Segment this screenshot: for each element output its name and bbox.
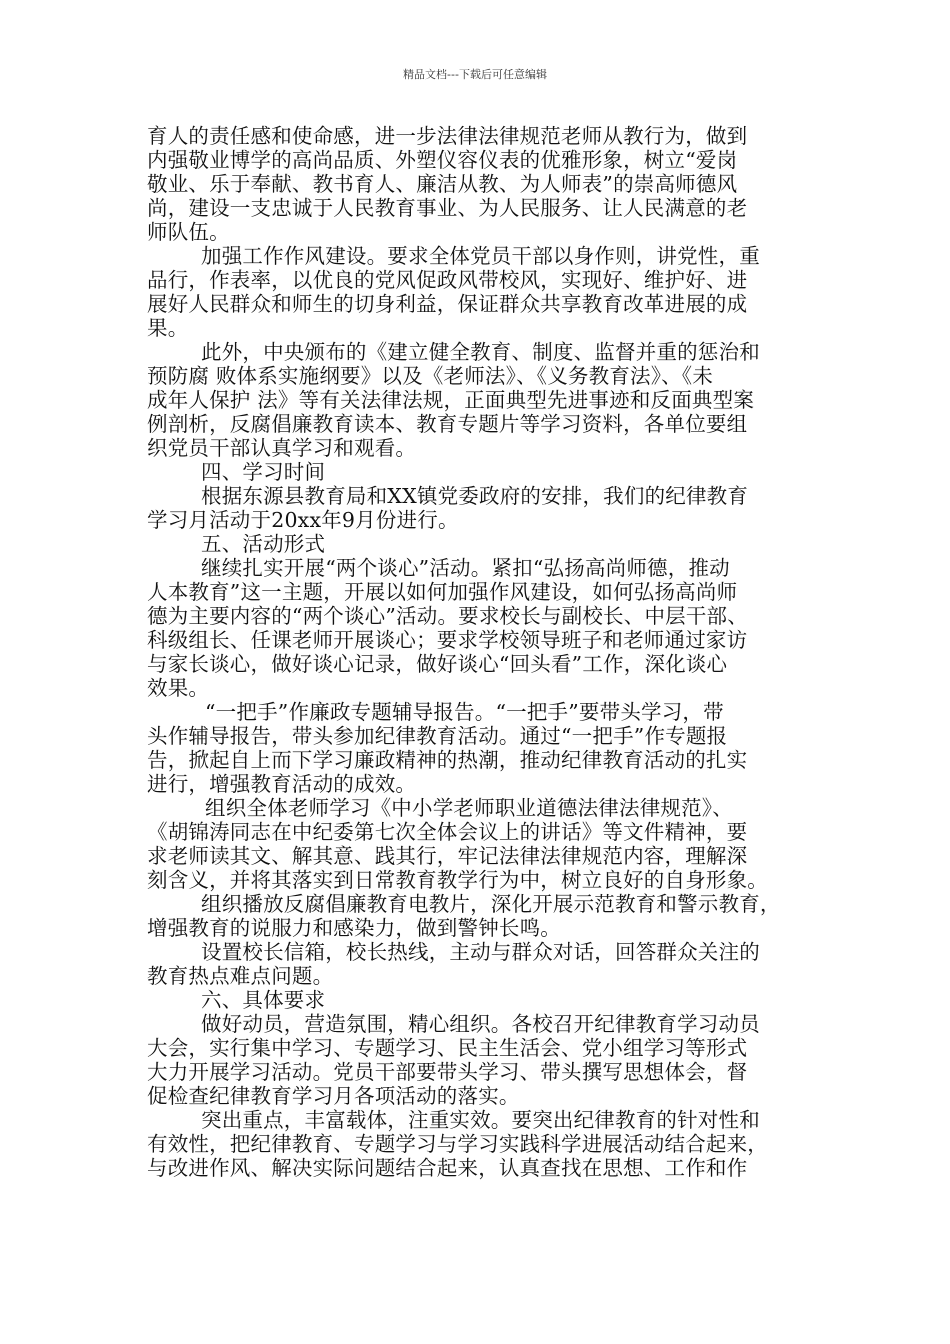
- text-line: 告，掀起自上而下学习廉政精神的热潮，推动纪律教育活动的扎实: [147, 748, 748, 772]
- document-body: [147, 124, 819, 1180]
- text-line: 做好动员，营造氛围，精心组织。各校召开纪律教育学习动员: [201, 1012, 760, 1036]
- text-line: 与改进作风、解决实际问题结合起来，认真查找在思想、工作和作: [147, 1156, 748, 1180]
- text-line: 尚，建设一支忠诚于人民教育事业、为人民服务、让人民满意的老: [147, 196, 748, 220]
- text-line: “一把手”作廉政专题辅导报告。“一把手”要带头学习，带: [205, 700, 724, 724]
- text-line: 敬业、乐于奉献、教书育人、廉洁从教、为人师表”的崇高师德风: [147, 172, 738, 196]
- text-line: 组织播放反腐倡廉教育电教片，深化开展示范教育和警示教育，: [201, 892, 781, 916]
- text-line: 设置校长信箱，校长热线，主动与群众对话，回答群众关注的: [201, 940, 760, 964]
- text-line: 刻含义，并将其落实到日常教育教学行为中，树立良好的自身形象。: [147, 868, 768, 892]
- text-line: 四、学习时间: [201, 460, 326, 484]
- text-line: 科级组长、任课老师开展谈心；要求学校领导班子和老师通过家访: [147, 628, 748, 652]
- text-line: 加强工作作风建设。要求全体党员干部以身作则，讲党性，重: [201, 244, 760, 268]
- text-line: 育人的责任感和使命感，进一步法律法律规范老师从教行为，做到: [147, 124, 748, 148]
- text-line: 求老师读其文、解其意、践其行，牢记法律法律规范内容，理解深: [147, 844, 748, 868]
- text-line: 进行，增强教育活动的成效。: [147, 772, 417, 796]
- text-line: 师队伍。: [147, 220, 230, 244]
- text-line: 教育热点难点问题。: [147, 964, 334, 988]
- text-line: 学习月活动于20xx年9月份进行。: [147, 508, 459, 532]
- text-line: 头作辅导报告，带头参加纪律教育活动。通过“一把手”作专题报: [147, 724, 728, 748]
- text-line: 突出重点，丰富载体，注重实效。要突出纪律教育的针对性和: [201, 1108, 760, 1132]
- text-line: 织党员干部认真学习和观看。: [147, 436, 417, 460]
- text-line: 大力开展学习活动。党员干部要带头学习、带头撰写思想体会，督: [147, 1060, 748, 1084]
- text-line: 组织全体老师学习《中小学老师职业道德法律法律规范》、: [205, 796, 733, 820]
- text-line: 此外，中央颁布的《建立健全教育、制度、监督并重的惩治和: [201, 340, 760, 364]
- text-line: 果。: [147, 316, 189, 340]
- text-line: 预防腐 败体系实施纲要》以及《老师法》、《义务教育法》、《未: [147, 364, 714, 388]
- text-line: 与家长谈心，做好谈心记录，做好谈心“回头看”工作，深化谈心: [147, 652, 728, 676]
- text-line: 有效性，把纪律教育、专题学习与学习实践科学进展活动结合起来，: [147, 1132, 768, 1156]
- text-line: 大会，实行集中学习、专题学习、民主生活会、党小组学习等形式: [147, 1036, 748, 1060]
- text-line: 人本教育”这一主题，开展以如何加强作风建设，如何弘扬高尚师: [147, 580, 738, 604]
- text-line: 内强敬业博学的高尚品质、外塑仪容仪表的优雅形象，树立“爱岗: [147, 148, 738, 172]
- text-line: 品行，作表率，以优良的党风促政风带校风，实现好、维护好、进: [147, 268, 748, 292]
- text-line: 《胡锦涛同志在中纪委第七次全体会议上的讲话》等文件精神，要: [147, 820, 748, 844]
- text-line: 根据东源县教育局和XX镇党委政府的安排，我们的纪律教育: [201, 484, 749, 508]
- text-line: 六、具体要求: [201, 988, 326, 1012]
- text-line: 促检查纪律教育学习月各项活动的落实。: [147, 1084, 520, 1108]
- text-line: 继续扎实开展“两个谈心”活动。紧扣“弘扬高尚师德，推动: [201, 556, 730, 580]
- text-line: 德为主要内容的“两个谈心”活动。要求校长与副校长、中层干部、: [147, 604, 748, 628]
- text-line: 例剖析，反腐倡廉教育读本、教育专题片等学习资料，各单位要组: [147, 412, 748, 436]
- text-line: 效果。: [147, 676, 210, 700]
- text-line: 展好人民群众和师生的切身利益，保证群众共享教育改革进展的成: [147, 292, 748, 316]
- text-line: 增强教育的说服力和感染力，做到警钟长鸣。: [147, 916, 561, 940]
- text-line: 五、活动形式: [201, 532, 326, 556]
- text-line: 成年人保护 法》等有关法律法规，正面典型先进事迹和反面典型案: [147, 388, 755, 412]
- page-header: 精品文档---下载后可任意编辑: [403, 68, 547, 81]
